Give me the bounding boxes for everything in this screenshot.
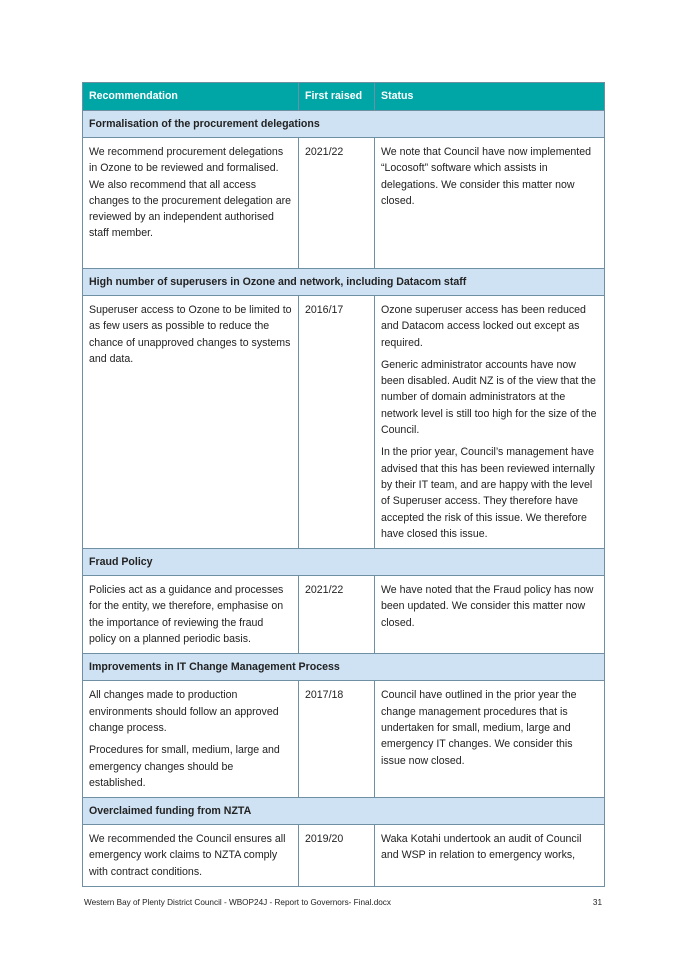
- first-raised-cell: 2017/18: [299, 681, 375, 798]
- status-text: Waka Kotahi undertook an audit of Council and WSP in relation to emergency works,: [381, 833, 582, 862]
- section-title: Overclaimed funding from NZTA: [83, 798, 605, 825]
- section-title: Formalisation of the procurement delegations: [83, 111, 605, 138]
- status-cell: [375, 825, 605, 887]
- recommendation-cell: [83, 138, 299, 269]
- table-row: [83, 138, 605, 269]
- status-cell: [375, 681, 605, 798]
- table-row: [83, 681, 605, 798]
- section-heading-row: [83, 549, 605, 576]
- first-raised-cell: 2021/22: [299, 138, 375, 269]
- table-row: [83, 296, 605, 549]
- status-cell: [375, 576, 605, 654]
- status-text: We note that Council have now implemented “Locosoft” software which assists in delegations. We consider this matter now closed.: [381, 146, 592, 207]
- footer-document-name: Western Bay of Plenty District Council - WBOP24J - Report to Governors- Final.docx: [84, 898, 391, 907]
- recommendation-text: Procedures for small, medium, large and emergency changes should be established.: [89, 744, 280, 789]
- first-raised-cell: 2021/22: [299, 576, 375, 654]
- status-text: Ozone superuser access has been reduced and Datacom access locked out except as required.: [381, 304, 586, 349]
- recommendation-text: Policies act as a guidance and processes for the entity, we therefore, emphasise on the importance of reviewing the fraud policy on a planned periodic basis.: [89, 584, 284, 646]
- recommendation-text: We recommend procurement delegations in Ozone to be reviewed and formalised. We also recommend that all access changes to the procurement delegation are reviewed by an independent authorised staff member.: [89, 146, 292, 240]
- header-status: Status: [375, 83, 605, 111]
- recommendation-text: We recommended the Council ensures all emergency work claims to NZTA comply with contract conditions.: [89, 833, 286, 878]
- section-heading-row: [83, 269, 605, 296]
- section-title: Improvements in IT Change Management Process: [83, 654, 605, 681]
- section-title: Fraud Policy: [83, 549, 605, 576]
- first-raised-cell: 2019/20: [299, 825, 375, 887]
- recommendation-cell: [83, 296, 299, 549]
- recommendation-cell: [83, 825, 299, 887]
- table-row: [83, 825, 605, 887]
- status-text: Council have outlined in the prior year the change management procedures that is undertaken for small, medium, large and emergency IT changes. We consider this issue now closed.: [381, 689, 577, 767]
- recommendation-cell: [83, 576, 299, 654]
- header-recommendation: Recommendation: [83, 83, 299, 111]
- status-text: Generic administrator accounts have now been disabled. Audit NZ is of the view that the number of domain administrators at the network level is still too high for the size of the Council.: [381, 358, 597, 437]
- status-text: We have noted that the Fraud policy has now been updated. We consider this matter now closed.: [381, 584, 594, 629]
- recommendations-table: [82, 82, 605, 887]
- section-title: High number of superusers in Ozone and network, including Datacom staff: [83, 269, 605, 296]
- section-heading-row: [83, 798, 605, 825]
- page-footer: [84, 898, 602, 907]
- first-raised-cell: 2016/17: [299, 296, 375, 549]
- section-heading-row: [83, 654, 605, 681]
- status-cell: [375, 296, 605, 549]
- table-row: [83, 576, 605, 654]
- table-header-row: [83, 83, 605, 111]
- recommendation-cell: [83, 681, 299, 798]
- header-first-raised: First raised: [299, 83, 375, 111]
- recommendation-text: All changes made to production environments should follow an approved change process.: [89, 689, 279, 734]
- section-heading-row: [83, 111, 605, 138]
- status-text: In the prior year, Council’s management have advised that this has been reviewed internally by their IT team, and are happy with the level of Superuser access. They therefore have accepted the risk of this issue. We therefore have closed this issue.: [381, 446, 595, 540]
- status-cell: [375, 138, 605, 269]
- recommendation-text: Superuser access to Ozone to be limited to as few users as possible to reduce the chance of unapproved changes to systems and data.: [89, 304, 292, 365]
- page-number: 31: [592, 898, 602, 907]
